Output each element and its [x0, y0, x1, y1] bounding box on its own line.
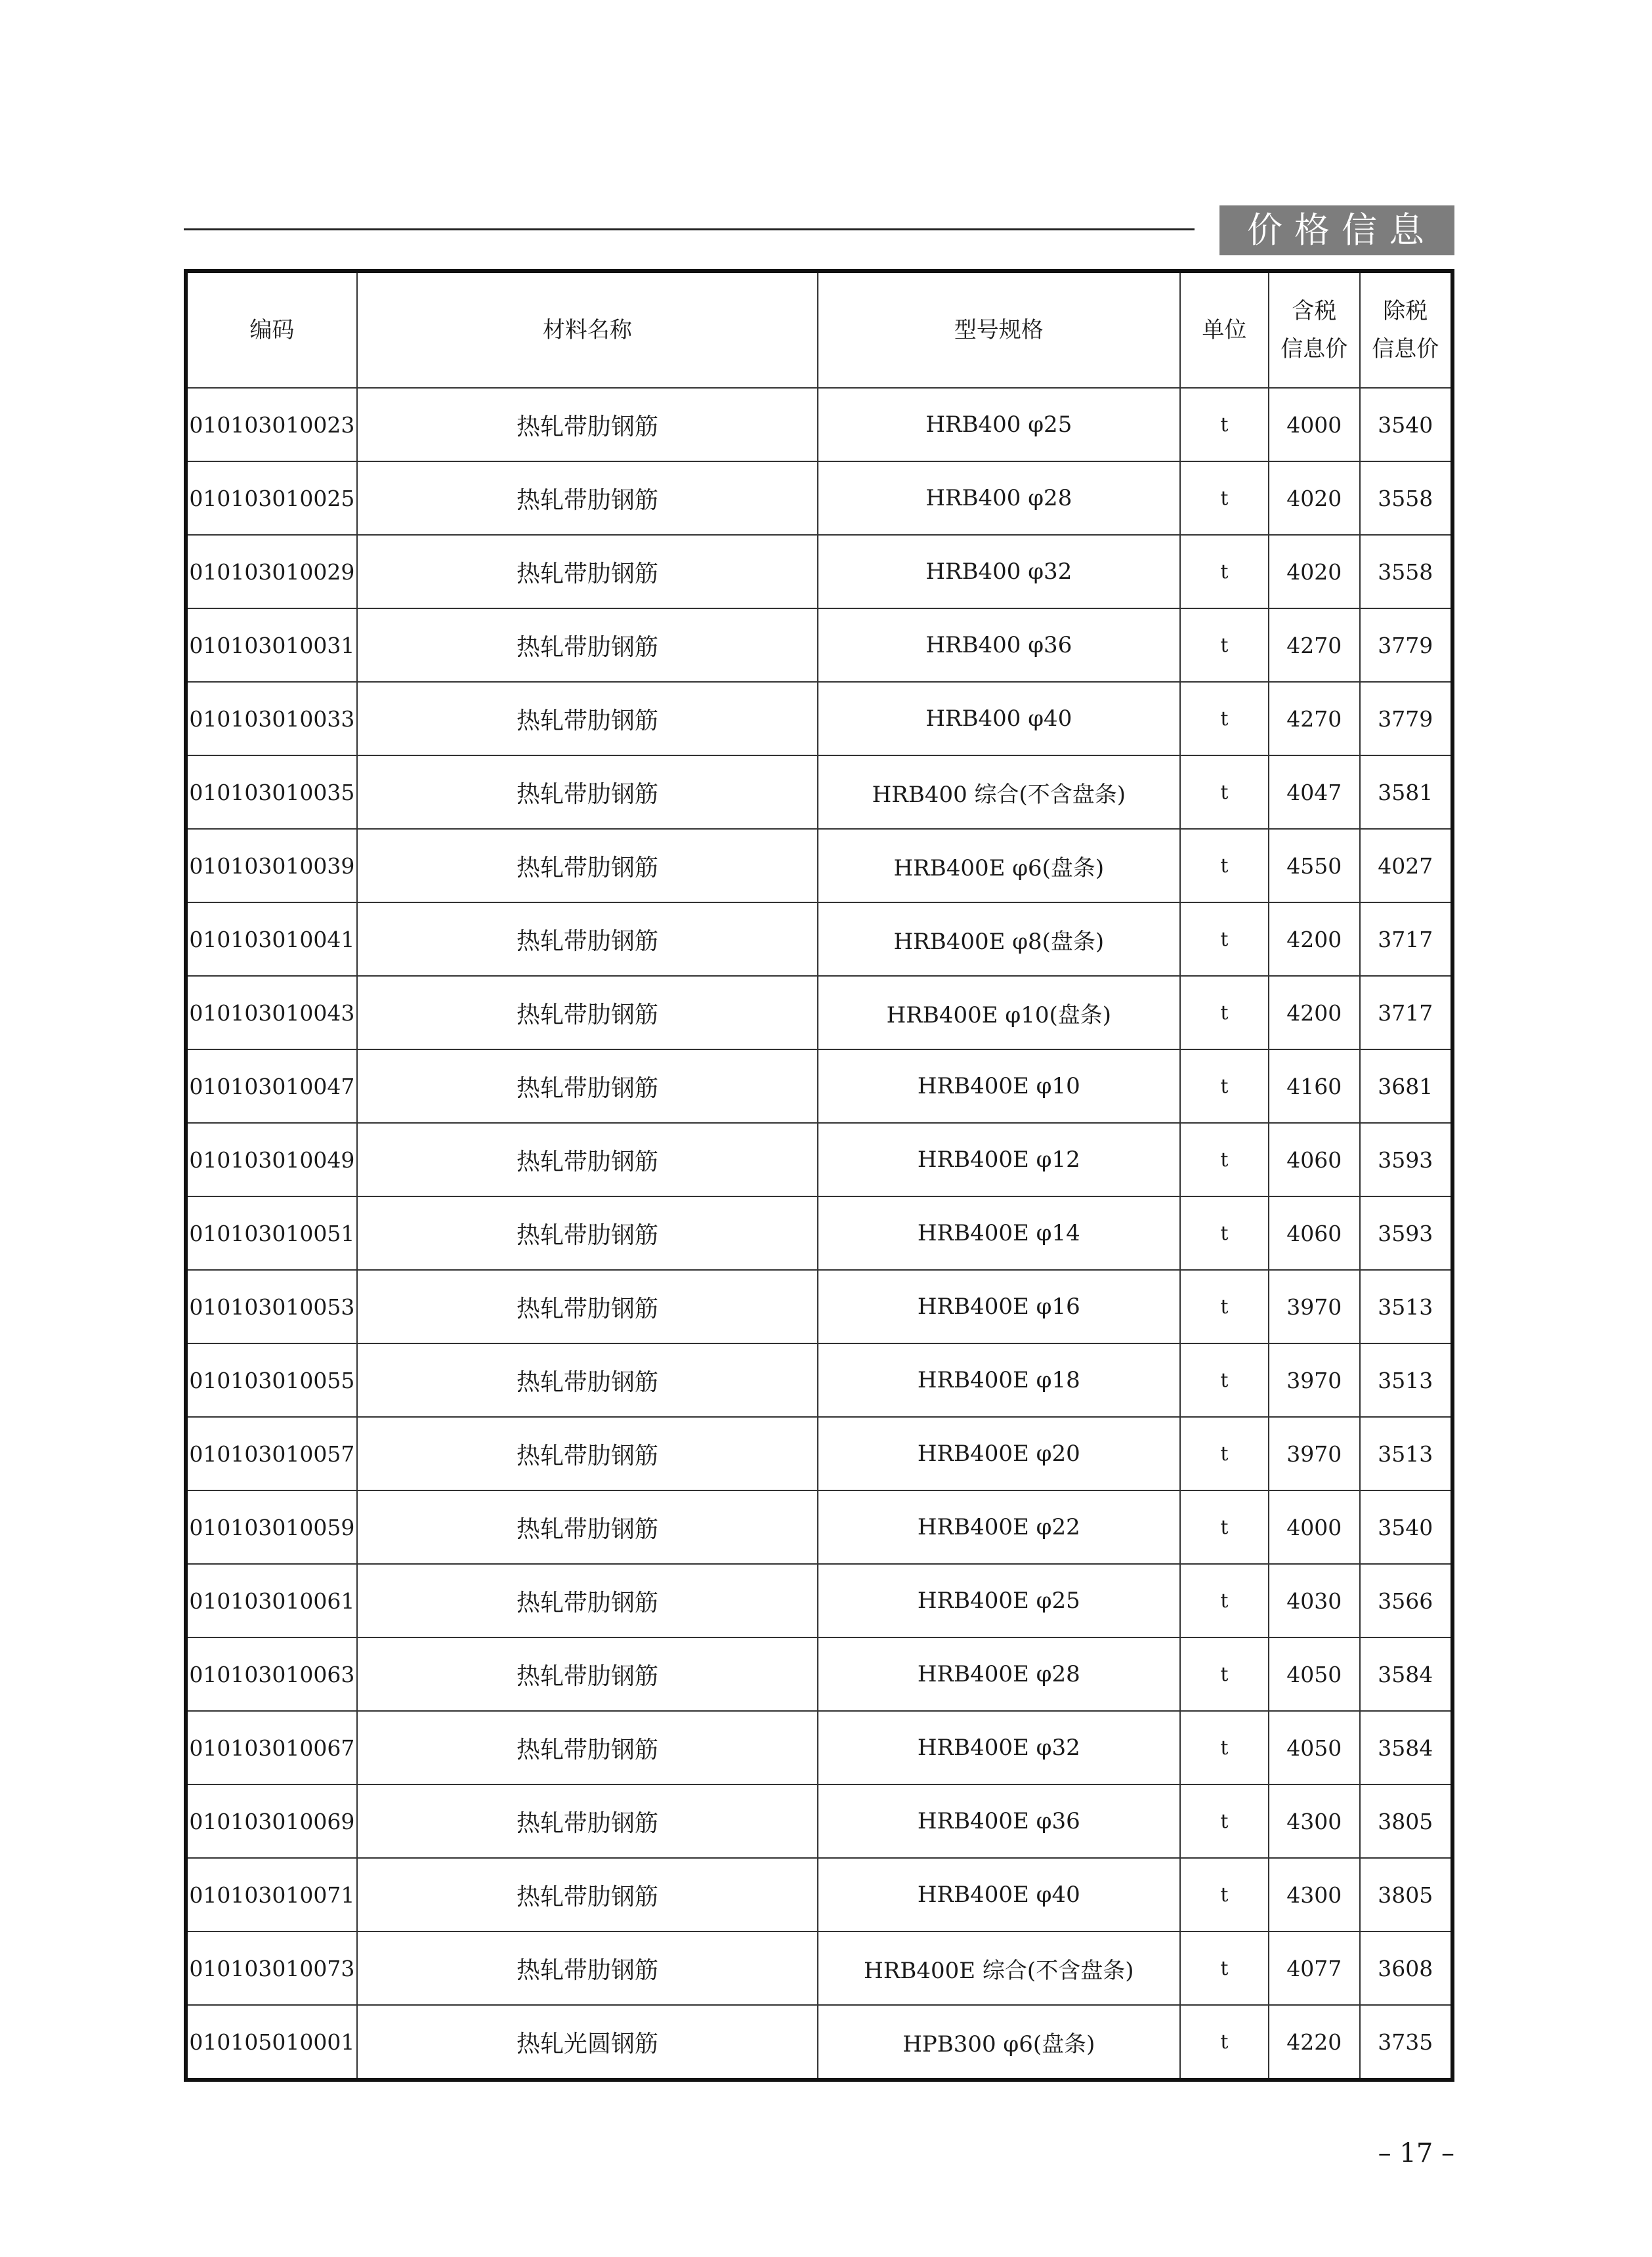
cell-spec: HRB400E φ28 — [818, 1637, 1180, 1711]
section-title: 价格信息 — [1219, 205, 1454, 255]
cell-spec: HRB400 φ36 — [818, 608, 1180, 682]
table-row — [186, 1343, 1452, 1417]
header-rule — [184, 228, 1195, 230]
cell-unit: t — [1180, 829, 1269, 902]
cell-price-tax: 4000 — [1269, 388, 1359, 461]
cell-code: 010103010031 — [186, 608, 357, 682]
cell-spec: HRB400 综合(不含盘条) — [818, 755, 1180, 829]
cell-spec: HRB400 φ32 — [818, 535, 1180, 608]
cell-code: 010103010073 — [186, 1931, 357, 2005]
cell-code: 010103010071 — [186, 1858, 357, 1931]
cell-price-tax: 3970 — [1269, 1417, 1359, 1490]
cell-code: 010103010059 — [186, 1490, 357, 1564]
cell-material-name: 热轧带肋钢筋 — [357, 1784, 818, 1858]
table-row — [186, 1123, 1452, 1196]
cell-material-name: 热轧带肋钢筋 — [357, 608, 818, 682]
cell-unit: t — [1180, 461, 1269, 535]
cell-material-name: 热轧带肋钢筋 — [357, 1343, 818, 1417]
table-row — [186, 1637, 1452, 1711]
cell-price-tax: 4030 — [1269, 1564, 1359, 1637]
cell-price-tax: 4060 — [1269, 1123, 1359, 1196]
cell-unit: t — [1180, 1343, 1269, 1417]
cell-material-name: 热轧带肋钢筋 — [357, 388, 818, 461]
header-price-tax-line2: 信息价 — [1281, 336, 1348, 362]
cell-material-name: 热轧带肋钢筋 — [357, 1637, 818, 1711]
cell-spec: HRB400E φ10(盘条) — [818, 976, 1180, 1049]
table-row — [186, 1711, 1452, 1784]
table-row — [186, 2005, 1452, 2080]
cell-price-tax: 4200 — [1269, 902, 1359, 976]
cell-unit: t — [1180, 1858, 1269, 1931]
cell-price-notax: 3540 — [1360, 388, 1453, 461]
cell-unit: t — [1180, 1931, 1269, 2005]
cell-spec: HRB400E φ6(盘条) — [818, 829, 1180, 902]
table-row — [186, 755, 1452, 829]
cell-code: 010103010023 — [186, 388, 357, 461]
table-row — [186, 902, 1452, 976]
cell-material-name: 热轧带肋钢筋 — [357, 461, 818, 535]
table-row — [186, 829, 1452, 902]
cell-price-notax: 3513 — [1360, 1343, 1453, 1417]
cell-price-tax: 4160 — [1269, 1049, 1359, 1123]
cell-price-notax: 3584 — [1360, 1711, 1453, 1784]
table-row — [186, 388, 1452, 461]
cell-code: 010103010067 — [186, 1711, 357, 1784]
cell-spec: HRB400E φ22 — [818, 1490, 1180, 1564]
cell-price-notax: 3540 — [1360, 1490, 1453, 1564]
cell-material-name: 热轧光圆钢筋 — [357, 2005, 818, 2080]
cell-material-name: 热轧带肋钢筋 — [357, 755, 818, 829]
cell-price-notax: 4027 — [1360, 829, 1453, 902]
cell-material-name: 热轧带肋钢筋 — [357, 1123, 818, 1196]
cell-price-notax: 3593 — [1360, 1196, 1453, 1270]
cell-unit: t — [1180, 535, 1269, 608]
cell-spec: HRB400E φ25 — [818, 1564, 1180, 1637]
cell-spec: HRB400E φ8(盘条) — [818, 902, 1180, 976]
cell-unit: t — [1180, 1637, 1269, 1711]
cell-price-tax: 3970 — [1269, 1270, 1359, 1343]
cell-material-name: 热轧带肋钢筋 — [357, 902, 818, 976]
cell-price-tax: 4000 — [1269, 1490, 1359, 1564]
cell-spec: HRB400 φ40 — [818, 682, 1180, 755]
cell-price-tax: 4020 — [1269, 461, 1359, 535]
cell-price-notax: 3779 — [1360, 608, 1453, 682]
cell-price-tax: 4060 — [1269, 1196, 1359, 1270]
cell-code: 010103010061 — [186, 1564, 357, 1637]
cell-price-notax: 3593 — [1360, 1123, 1453, 1196]
cell-material-name: 热轧带肋钢筋 — [357, 1196, 818, 1270]
cell-unit: t — [1180, 1196, 1269, 1270]
cell-spec: HRB400E φ32 — [818, 1711, 1180, 1784]
header-unit: 单位 — [1180, 271, 1269, 388]
cell-unit: t — [1180, 1123, 1269, 1196]
cell-code: 010103010039 — [186, 829, 357, 902]
cell-material-name: 热轧带肋钢筋 — [357, 682, 818, 755]
cell-unit: t — [1180, 1711, 1269, 1784]
cell-price-notax: 3681 — [1360, 1049, 1453, 1123]
table-row — [186, 1196, 1452, 1270]
table-row — [186, 461, 1452, 535]
cell-code: 010103010051 — [186, 1196, 357, 1270]
cell-code: 010103010043 — [186, 976, 357, 1049]
cell-material-name: 热轧带肋钢筋 — [357, 1711, 818, 1784]
cell-spec: HRB400E 综合(不含盘条) — [818, 1931, 1180, 2005]
cell-spec: HRB400E φ18 — [818, 1343, 1180, 1417]
cell-unit: t — [1180, 755, 1269, 829]
table-row — [186, 976, 1452, 1049]
cell-material-name: 热轧带肋钢筋 — [357, 1564, 818, 1637]
cell-material-name: 热轧带肋钢筋 — [357, 1270, 818, 1343]
table-row — [186, 1931, 1452, 2005]
cell-code: 010103010033 — [186, 682, 357, 755]
header-price-tax-line1: 含税 — [1292, 298, 1337, 324]
header-code: 编码 — [186, 271, 357, 388]
cell-unit: t — [1180, 1784, 1269, 1858]
cell-price-notax: 3805 — [1360, 1784, 1453, 1858]
cell-material-name: 热轧带肋钢筋 — [357, 1931, 818, 2005]
cell-price-notax: 3558 — [1360, 461, 1453, 535]
cell-price-tax: 4270 — [1269, 682, 1359, 755]
cell-price-tax: 4550 — [1269, 829, 1359, 902]
cell-spec: HRB400E φ10 — [818, 1049, 1180, 1123]
cell-price-notax: 3717 — [1360, 976, 1453, 1049]
cell-price-tax: 4047 — [1269, 755, 1359, 829]
page-number: – 17 – — [1378, 2138, 1454, 2168]
cell-unit: t — [1180, 608, 1269, 682]
cell-price-notax: 3558 — [1360, 535, 1453, 608]
cell-spec: HRB400E φ16 — [818, 1270, 1180, 1343]
cell-unit: t — [1180, 1564, 1269, 1637]
cell-price-tax: 4300 — [1269, 1858, 1359, 1931]
cell-material-name: 热轧带肋钢筋 — [357, 976, 818, 1049]
cell-unit: t — [1180, 682, 1269, 755]
cell-unit: t — [1180, 2005, 1269, 2080]
table-header-row — [186, 271, 1452, 388]
cell-unit: t — [1180, 1049, 1269, 1123]
cell-price-tax: 3970 — [1269, 1343, 1359, 1417]
cell-price-notax: 3735 — [1360, 2005, 1453, 2080]
cell-material-name: 热轧带肋钢筋 — [357, 1858, 818, 1931]
table-row — [186, 608, 1452, 682]
cell-price-notax: 3717 — [1360, 902, 1453, 976]
table-body — [186, 388, 1452, 2080]
cell-code: 010103010063 — [186, 1637, 357, 1711]
cell-price-tax: 4300 — [1269, 1784, 1359, 1858]
cell-price-notax: 3581 — [1360, 755, 1453, 829]
cell-unit: t — [1180, 388, 1269, 461]
cell-price-tax: 4077 — [1269, 1931, 1359, 2005]
cell-price-notax: 3779 — [1360, 682, 1453, 755]
cell-code: 010103010057 — [186, 1417, 357, 1490]
cell-spec: HRB400E φ36 — [818, 1784, 1180, 1858]
header-spec: 型号规格 — [818, 271, 1180, 388]
cell-spec: HRB400E φ20 — [818, 1417, 1180, 1490]
cell-spec: HRB400 φ25 — [818, 388, 1180, 461]
cell-unit: t — [1180, 976, 1269, 1049]
cell-code: 010103010035 — [186, 755, 357, 829]
header-price-notax-line2: 信息价 — [1372, 336, 1439, 362]
table-row — [186, 1784, 1452, 1858]
cell-unit: t — [1180, 1417, 1269, 1490]
cell-code: 010103010041 — [186, 902, 357, 976]
cell-spec: HRB400 φ28 — [818, 461, 1180, 535]
cell-material-name: 热轧带肋钢筋 — [357, 829, 818, 902]
table-row — [186, 1490, 1452, 1564]
cell-unit: t — [1180, 902, 1269, 976]
cell-code: 010103010047 — [186, 1049, 357, 1123]
cell-code: 010103010025 — [186, 461, 357, 535]
cell-material-name: 热轧带肋钢筋 — [357, 1049, 818, 1123]
cell-price-notax: 3608 — [1360, 1931, 1453, 2005]
cell-price-tax: 4270 — [1269, 608, 1359, 682]
cell-price-tax: 4200 — [1269, 976, 1359, 1049]
header-price-notax — [1360, 271, 1453, 388]
cell-code: 010103010055 — [186, 1343, 357, 1417]
cell-price-notax: 3513 — [1360, 1417, 1453, 1490]
table-row — [186, 1564, 1452, 1637]
cell-price-tax: 4220 — [1269, 2005, 1359, 2080]
table-row — [186, 682, 1452, 755]
cell-price-notax: 3513 — [1360, 1270, 1453, 1343]
table-row — [186, 1858, 1452, 1931]
header-name: 材料名称 — [357, 271, 818, 388]
cell-code: 010105010001 — [186, 2005, 357, 2080]
cell-spec: HRB400E φ12 — [818, 1123, 1180, 1196]
cell-spec: HRB400E φ40 — [818, 1858, 1180, 1931]
cell-spec: HRB400E φ14 — [818, 1196, 1180, 1270]
header-price-notax-line1: 除税 — [1383, 298, 1428, 324]
cell-material-name: 热轧带肋钢筋 — [357, 535, 818, 608]
cell-unit: t — [1180, 1490, 1269, 1564]
cell-code: 010103010049 — [186, 1123, 357, 1196]
cell-unit: t — [1180, 1270, 1269, 1343]
table-row — [186, 1270, 1452, 1343]
cell-price-notax: 3805 — [1360, 1858, 1453, 1931]
cell-price-notax: 3584 — [1360, 1637, 1453, 1711]
cell-material-name: 热轧带肋钢筋 — [357, 1417, 818, 1490]
table-row — [186, 1049, 1452, 1123]
cell-price-tax: 4050 — [1269, 1637, 1359, 1711]
cell-price-notax: 3566 — [1360, 1564, 1453, 1637]
cell-price-tax: 4020 — [1269, 535, 1359, 608]
table-row — [186, 1417, 1452, 1490]
cell-code: 010103010029 — [186, 535, 357, 608]
cell-spec: HPB300 φ6(盘条) — [818, 2005, 1180, 2080]
header-price-tax — [1269, 271, 1359, 388]
cell-code: 010103010053 — [186, 1270, 357, 1343]
price-table — [184, 269, 1454, 2082]
cell-material-name: 热轧带肋钢筋 — [357, 1490, 818, 1564]
table-row — [186, 535, 1452, 608]
cell-code: 010103010069 — [186, 1784, 357, 1858]
cell-price-tax: 4050 — [1269, 1711, 1359, 1784]
